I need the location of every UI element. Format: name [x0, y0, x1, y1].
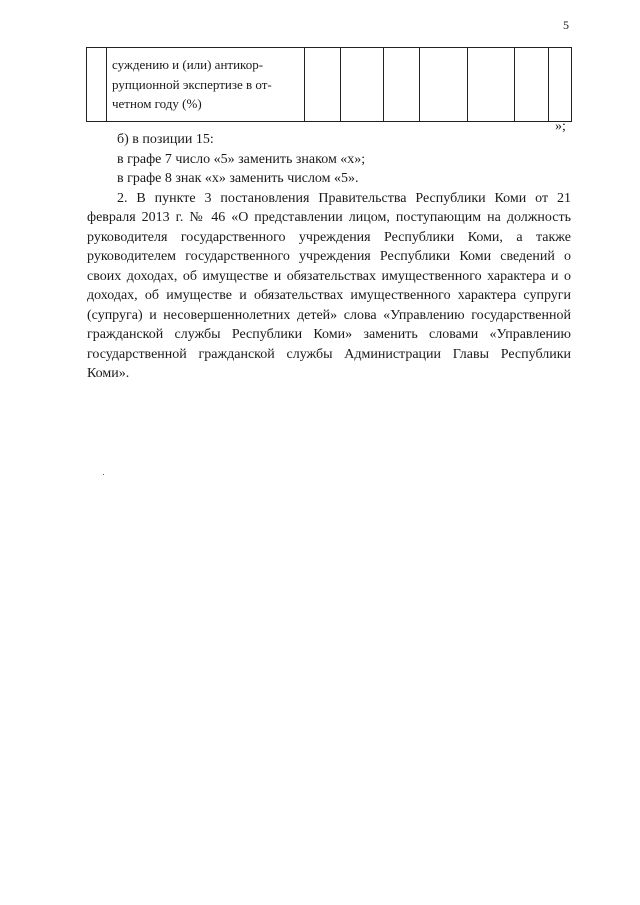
table-cell-number [87, 48, 107, 122]
paragraph-column-8: в графе 8 знак «х» заменить числом «5». [117, 171, 359, 186]
table-cell-col8 [515, 48, 549, 122]
scan-speck [103, 474, 104, 475]
table-cell-col3 [305, 48, 341, 122]
closing-quote-mark: »; [555, 119, 566, 134]
page-number: 5 [563, 18, 569, 32]
table-cell-indicator: суждению и (или) антикор-рупционной экспертизе в от-четном году (%) [107, 48, 305, 122]
paragraph-position-15: б) в позиции 15: [117, 132, 214, 147]
table-row [87, 48, 572, 122]
table-cell-col6 [420, 48, 468, 122]
table-cell-col7 [468, 48, 515, 122]
table-cell-col4 [341, 48, 384, 122]
table-fragment [86, 47, 572, 122]
document-body [87, 130, 571, 384]
table-cell-col9 [549, 48, 572, 122]
paragraph-column-7: в графе 7 число «5» заменить знаком «х»; [117, 151, 366, 167]
paragraph-item-2: 2. В пункте 3 постановления Правительства Республики Коми от 21 февраля 2013 г. № 46 «О представлении лицом, поступающим на должность руководителя государственного учреждения Республики Коми, а также руководителем государственного учреждения Республики Коми сведений о своих доходах, об имуществе и обязательствах имущественного характера и о доходах, об имуществе и обязательствах имущественного характера супруги (супруга) и несовершеннолетних детей» слова «Управлению государственной гражданской службы Республики Коми» заменить словами «Управлению государственной гражданской службы Администрации Главы Республики Коми». [87, 190, 571, 381]
table-cell-col5 [384, 48, 420, 122]
